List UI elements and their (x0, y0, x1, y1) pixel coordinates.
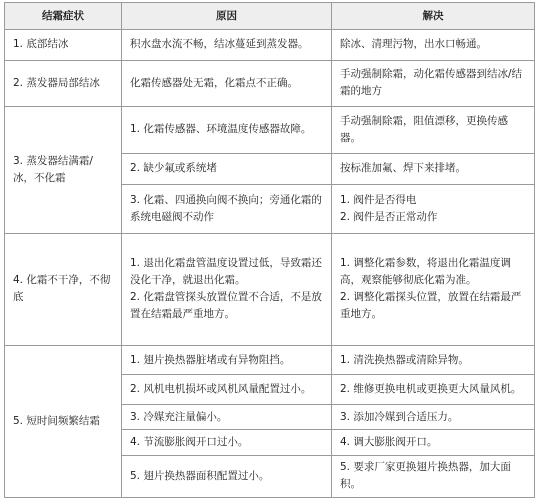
solution-cell (332, 375, 535, 405)
header-symptom: 结霜症状 (5, 3, 122, 30)
cause-cell (122, 185, 332, 234)
table-body (5, 30, 535, 498)
solution-cell (332, 185, 535, 234)
solution-cell (332, 30, 535, 61)
table-row (5, 345, 535, 375)
header-cause: 原因 (122, 3, 332, 30)
cause-line: 1. 化霜传感器、环境温度传感器故障。 (130, 123, 312, 136)
solution-line: 手动强制除霜，动化霜传感器到结冰/结霜的地方 (340, 68, 523, 98)
solution-line: 按标准加氟、焊下来排堵。 (340, 162, 466, 175)
cause-line: 1. 翅片换热器脏堵或有异物阻挡。 (130, 353, 291, 366)
cause-line: 3. 冷媒充注量偏小。 (130, 410, 228, 423)
solution-line: 手动强制除霜，阻值漂移，更换传感器。 (340, 114, 508, 144)
table-header (5, 3, 535, 30)
cause-cell (122, 233, 332, 345)
cause-line: 积水盘水流不畅，结冰蔓延到蒸发器。 (130, 38, 309, 51)
cause-cell (122, 375, 332, 405)
cause-line: 4. 节流膨胀阀开口过小。 (130, 435, 249, 448)
cause-cell (122, 345, 332, 375)
solution-line: 5. 要求厂家更换翅片换热器，加大面积。 (340, 461, 511, 491)
solution-line: 除冰、清理污物，出水口畅通。 (340, 38, 487, 51)
symptom-cell: 3. 蒸发器结满霜/冰，不化霜 (5, 107, 122, 234)
solution-line: 2. 调整化霜探头位置，放置在结霜最严重地方。 (340, 291, 522, 321)
cause-cell (122, 107, 332, 153)
solution-cell (332, 345, 535, 375)
frost-troubleshooting-table (4, 2, 535, 498)
solution-line: 2. 维修更换电机或更换更大风量风机。 (340, 383, 522, 396)
cause-line: 化霜传感器处无霜，化霜点不正确。 (130, 76, 298, 89)
solution-cell (332, 153, 535, 185)
solution-line: 1. 调整化霜参数，将退出化霜温度调高，观察能够彻底化霜为准。 (340, 257, 511, 287)
cause-line: 2. 缺少氟或系统堵 (130, 162, 217, 175)
solution-line: 1. 清洗换热器或清除异物。 (340, 353, 469, 366)
cause-cell (122, 30, 332, 61)
cause-line: 3. 化霜、四通换向阀不换向；旁通化霜的系统电磁阀不动作 (130, 194, 322, 224)
symptom-cell: 4. 化霜不干净，不彻底 (5, 233, 122, 345)
symptom-cell: 5. 短时间频繁结霜 (5, 345, 122, 497)
cause-cell (122, 404, 332, 429)
cause-cell (122, 455, 332, 497)
solution-cell (332, 404, 535, 429)
cause-line: 2. 化霜盘管探头放置位置不合适，不是放置在结霜最严重地方。 (130, 291, 322, 321)
solution-line: 3. 添加冷媒到合适压力。 (340, 410, 459, 423)
cause-line: 5. 翅片换热器面积配置过小。 (130, 469, 270, 482)
solution-cell (332, 107, 535, 153)
table-row (5, 233, 535, 345)
solution-line: 2. 阀件是否正常动作 (340, 211, 438, 224)
symptom-cell: 2. 蒸发器局部结冰 (5, 60, 122, 106)
solution-cell (332, 430, 535, 455)
table-row (5, 30, 535, 61)
cause-cell (122, 60, 332, 106)
cause-line: 1. 退出化霜盘管温度设置过低，导致霜还没化干净，就退出化霜。 (130, 257, 322, 287)
symptom-cell: 1. 底部结冰 (5, 30, 122, 61)
solution-cell (332, 60, 535, 106)
solution-line: 4. 调大膨胀阀开口。 (340, 435, 438, 448)
cause-cell (122, 153, 332, 185)
cause-cell (122, 430, 332, 455)
table-row (5, 60, 535, 106)
header-row (5, 3, 535, 30)
solution-line: 1. 阀件是否得电 (340, 194, 417, 207)
solution-cell (332, 455, 535, 497)
cause-line: 2. 风机电机损坏或风机风量配置过小。 (130, 383, 312, 396)
solution-cell (332, 233, 535, 345)
header-solution: 解决 (332, 3, 535, 30)
table-row (5, 107, 535, 153)
